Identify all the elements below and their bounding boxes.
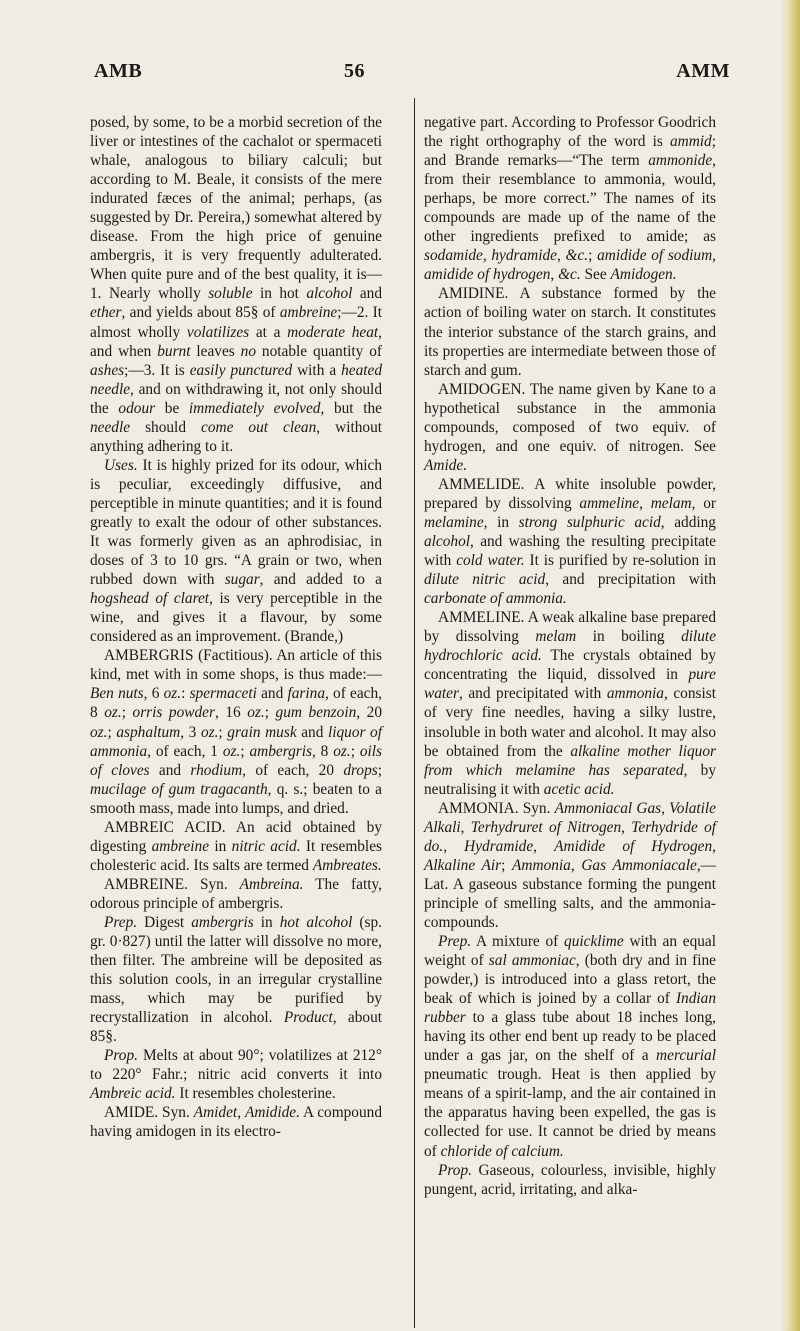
entry-paragraph: posed, by some, to be a morbid secretion of the liver or intestines of the cachalot or spermaceti whale, analogous to biliary calculi; but according to M. Beale, it consists of the mere indurated fæces of the animal; perhaps, (as suggested by Dr. Pereira,) somewhat altered by disease. From the high price of genuine ambergris, it is very frequently adulterated. When quite pure and of the best quality, it is—1. Nearly wholly soluble in hot alcohol and ether, and yields about 85§ of ambreine;—2. It almost wholly volatilizes at a moderate heat, and when burnt leaves no notable quantity of ashes;—3. It is easily punctured with a heated needle, and on withdrawing it, not only should the odour be immediately evolved, but the needle should come out clean, without anything adhering to it. xyxy=(90,114,383,455)
entry-paragraph: Prop. Melts at about 90°; volatilizes at 212° to 220° Fahr.; nitric acid converts it into Ambreic acid. It resembles cholesterine. xyxy=(90,1047,382,1103)
right-column xyxy=(424,113,716,1199)
entry-paragraph: AMIDOGEN. The name given by Kane to a hypothetical substance in the ammonia compounds, composed of two equiv. of hydrogen, and one equiv. of nitrogen. See Amide. xyxy=(424,380,716,474)
running-header xyxy=(90,60,730,90)
entry-paragraph: Prep. Digest ambergris in hot alcohol (sp. gr. 0·827) until the latter will dissolve no more, then filter. The ambreine will be deposited as this solution cools, in an irregular crystalline mass, which may be purified by recrystallization in alcohol. Product, about 85§. xyxy=(90,913,383,1046)
entry-paragraph: Prep. A mixture of quicklime with an equal weight of sal ammoniac, (both dry and in fine powder,) is introduced into a glass retort, the beak of which is joined by a collar of Indian rubber to a glass tube about 18 inches long, having its other end bent up ready to be placed under a gas jar, on the shelf of a mercurial pneumatic trough. Heat is then applied by means of a spirit-lamp, and the air contained in the apparatus having been expelled, the gas is collected for use. It cannot be dried by means of chloride of calcium. xyxy=(424,933,716,1160)
entry-paragraph: AMMONIA. Syn. Ammoniacal Gas, Volatile Alkali, Terhydruret of Nitrogen, Terhydride of do., Hydramide, Amidide of Hydrogen, Alkaline Air; Ammonia, Gas Ammoniacale,—Lat. A gaseous substance forming the pungent principle of smelling salts, and the ammonia-compounds. xyxy=(424,799,717,931)
entry-paragraph: Uses. It is highly prized for its odour, which is peculiar, exceedingly diffusive, and perceptible in minute quantities; and it is found greatly to exalt the odour of other substances. It was formerly given as an aphrodisiac, in doses of 3 to 10 grs. “A grain or two, when rubbed down with sugar, and added to a hogshead of claret, is very perceptible in the wine, and gives it a flavour, by some considered as an improvement. (Brande,) xyxy=(90,456,382,646)
header-left-guideword: AMB xyxy=(94,60,143,82)
entry-paragraph: AMIDE. Syn. Amidet, Amidide. A compound having amidogen in its electro- xyxy=(90,1104,382,1141)
entry-paragraph: Prop. Gaseous, colourless, invisible, highly pungent, acrid, irritating, and alka- xyxy=(424,1161,716,1198)
page-number: 56 xyxy=(344,60,365,82)
header-right-guideword: AMM xyxy=(676,60,730,82)
page-edge-shadow xyxy=(780,0,800,1331)
entry-paragraph: AMMELIDE. A white insoluble powder, prepared by dissolving ammeline, melam, or melamine, in strong sulphuric acid, adding alcohol, and washing the resulting precipitate with cold water. It is purified by re-solution in dilute nitric acid, and precipitation with carbonate of ammonia. xyxy=(424,475,716,608)
column-divider xyxy=(414,98,415,1328)
entry-paragraph: AMBREIC ACID. An acid obtained by digesting ambreine in nitric acid. It resembles cholesteric acid. Its salts are termed Ambreates. xyxy=(90,818,382,874)
entry-paragraph: AMBERGRIS (Factitious). An article of this kind, met with in some shops, is thus made:—Ben nuts, 6 oz.: spermaceti and farina, of each, 8 oz.; orris powder, 16 oz.; gum benzoin, 20 oz.; asphaltum, 3 oz.; grain musk and liquor of ammonia, of each, 1 oz.; ambergris, 8 oz.; oils of cloves and rhodium, of each, 20 drops; mucilage of gum tragacanth, q. s.; beaten to a smooth mass, made into lumps, and dried. xyxy=(90,647,383,817)
entry-paragraph: negative part. According to Professor Goodrich the right orthography of the word is ammid; and Brande remarks—“The term ammonide, from their resemblance to ammonia, would, perhaps, be more correct.” The names of its compounds are made up of the name of the other ingredients prefixed to amide; as sodamide, hydramide, &c.; amidide of sodium, amidide of hydrogen, &c. See Amidogen. xyxy=(424,114,717,284)
entry-paragraph: AMIDINE. A substance formed by the action of boiling water on starch. It constitutes the interior substance of the starch grains, and its properties are intermediate between those of starch and gum. xyxy=(424,285,716,379)
left-column xyxy=(90,113,382,1142)
entry-paragraph: AMMELINE. A weak alkaline base prepared by dissolving melam in boiling dilute hydrochloric acid. The crystals obtained by concentrating the liquid, dissolved in pure water, and precipitated with ammonia, consist of very fine needles, having a silky lustre, insoluble in both water and alcohol. It may also be obtained from the alkaline mother liquor from which melamine has separated, by neutralising it with acetic acid. xyxy=(424,609,717,798)
entry-paragraph: AMBREINE. Syn. Ambreina. The fatty, odorous principle of ambergris. xyxy=(90,875,382,912)
